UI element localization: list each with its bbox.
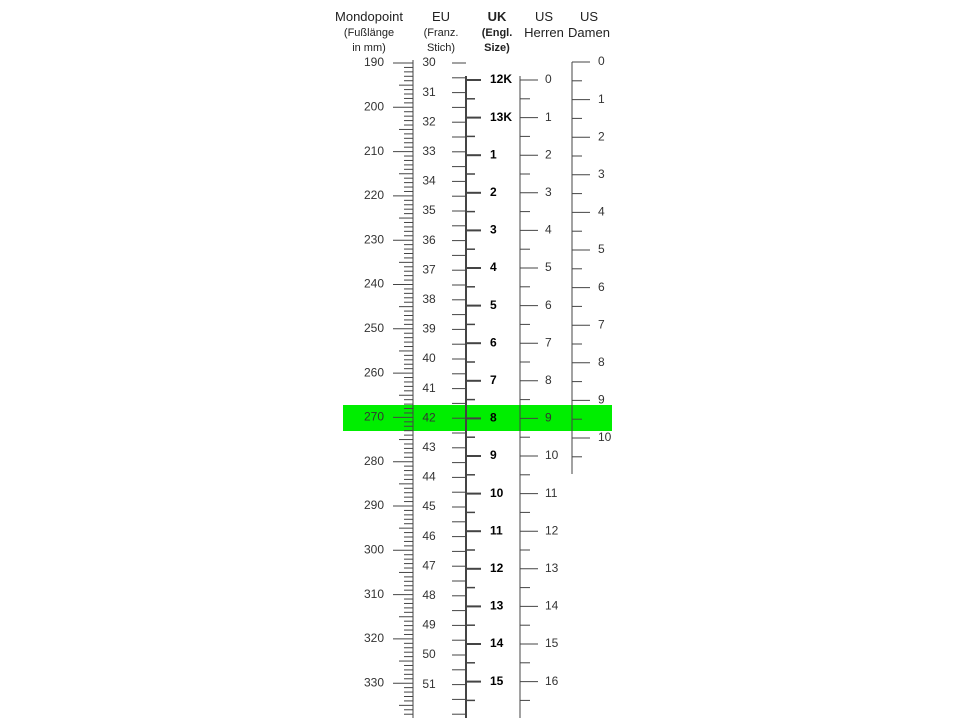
mondopoint-label: 320	[363, 631, 384, 646]
uk-label: 5	[490, 297, 497, 312]
uk-label: 9	[490, 448, 497, 463]
eu-label: 35	[422, 203, 436, 218]
uk-label: 1	[490, 147, 497, 162]
header-us-women-sub1: Damen	[568, 25, 610, 40]
eu-label: 47	[422, 558, 436, 573]
eu-label: 46	[422, 528, 436, 543]
eu-label: 41	[422, 380, 436, 395]
eu-label: 45	[422, 499, 436, 514]
us-women-label: 1	[598, 91, 605, 106]
mondopoint-label: 200	[363, 99, 384, 114]
us-women-label: 10	[598, 430, 612, 445]
mondopoint-label: 240	[363, 276, 384, 291]
mondopoint-label: 330	[363, 675, 384, 690]
us-men-label: 4	[545, 222, 552, 237]
us-men-label: 15	[545, 636, 559, 651]
us-women-label: 9	[598, 392, 605, 407]
mondopoint-label: 270	[363, 409, 384, 424]
eu-label: 30	[422, 55, 436, 70]
header-uk-title: UK	[487, 9, 507, 24]
eu-label: 49	[422, 617, 436, 632]
us-men-label: 9	[545, 410, 552, 425]
us-men-label: 1	[545, 109, 552, 124]
header-eu-title: EU	[431, 9, 451, 24]
header-us-women-title: US	[579, 9, 599, 24]
mondopoint-label: 300	[363, 542, 384, 557]
scale-uk	[466, 72, 512, 718]
uk-label: 15	[490, 673, 504, 688]
eu-label: 51	[422, 676, 436, 691]
mondopoint-label: 230	[363, 232, 384, 247]
us-men-label: 7	[545, 335, 552, 350]
uk-label: 12	[490, 560, 504, 575]
header-mondopoint-sub2: in mm)	[352, 42, 386, 54]
mondopoint-label: 310	[363, 586, 384, 601]
eu-label: 43	[422, 439, 436, 454]
header-mondopoint-sub1: (Fußlänge	[343, 27, 395, 39]
eu-label: 31	[422, 84, 436, 99]
eu-label: 48	[422, 587, 436, 602]
us-women-label: 7	[598, 317, 605, 332]
eu-label: 36	[422, 232, 436, 247]
eu-label: 42	[422, 410, 436, 425]
header-uk-sub2: Size)	[484, 42, 510, 54]
mondopoint-label: 210	[363, 143, 384, 158]
mondopoint-label: 290	[363, 498, 384, 513]
column-headers	[335, 9, 610, 54]
us-women-label: 2	[598, 129, 605, 144]
eu-label: 32	[422, 114, 436, 129]
header-eu-sub1: (Franz.	[423, 27, 459, 39]
mondopoint-label: 220	[363, 188, 384, 203]
mondopoint-label: 190	[363, 55, 384, 70]
uk-label: 14	[490, 636, 504, 651]
eu-label: 34	[422, 173, 436, 188]
header-mondopoint-title: Mondopoint	[335, 9, 403, 24]
header-eu-sub2: Stich)	[426, 42, 456, 54]
us-men-label: 6	[545, 297, 552, 312]
eu-label: 37	[422, 262, 436, 277]
us-women-label: 3	[598, 166, 605, 181]
us-men-label: 2	[545, 147, 552, 162]
us-men-label: 5	[545, 260, 552, 275]
uk-label: 8	[490, 410, 497, 425]
eu-label: 44	[422, 469, 436, 484]
uk-label: 3	[490, 222, 497, 237]
header-us-men-title: US	[534, 9, 554, 24]
eu-label: 40	[422, 351, 436, 366]
us-men-label: 10	[545, 448, 559, 463]
header-us-men-sub1: Herren	[524, 25, 564, 40]
eu-label: 50	[422, 647, 436, 662]
us-women-label: 0	[598, 54, 605, 69]
mondopoint-label: 250	[363, 320, 384, 335]
eu-label: 33	[422, 143, 436, 158]
us-women-label: 4	[598, 204, 605, 219]
us-men-label: 12	[545, 523, 559, 538]
us-men-label: 8	[545, 372, 552, 387]
header-uk-sub1: (Engl.	[481, 27, 513, 39]
uk-label: 2	[490, 184, 497, 199]
scale-us-men	[520, 72, 559, 718]
uk-label: 10	[490, 485, 504, 500]
eu-label: 39	[422, 321, 436, 336]
us-women-label: 8	[598, 354, 605, 369]
scale-mondopoint	[364, 55, 413, 718]
uk-label: 11	[490, 523, 503, 538]
mondopoint-label: 260	[363, 365, 384, 380]
us-men-label: 13	[545, 560, 559, 575]
us-men-label: 11	[545, 485, 558, 500]
uk-label: 13K	[490, 109, 513, 124]
us-men-label: 3	[545, 184, 552, 199]
us-women-label: 6	[598, 279, 605, 294]
uk-label: 13	[490, 598, 504, 613]
eu-label: 38	[422, 291, 436, 306]
us-men-label: 0	[545, 72, 552, 87]
scale-eu	[413, 55, 466, 718]
uk-label: 4	[490, 260, 497, 275]
uk-label: 12K	[490, 72, 513, 87]
us-men-label: 16	[545, 673, 559, 688]
mondopoint-label: 280	[363, 453, 384, 468]
us-men-label: 14	[545, 598, 559, 613]
uk-label: 6	[490, 335, 497, 350]
us-women-label: 5	[598, 242, 605, 257]
uk-label: 7	[490, 372, 497, 387]
